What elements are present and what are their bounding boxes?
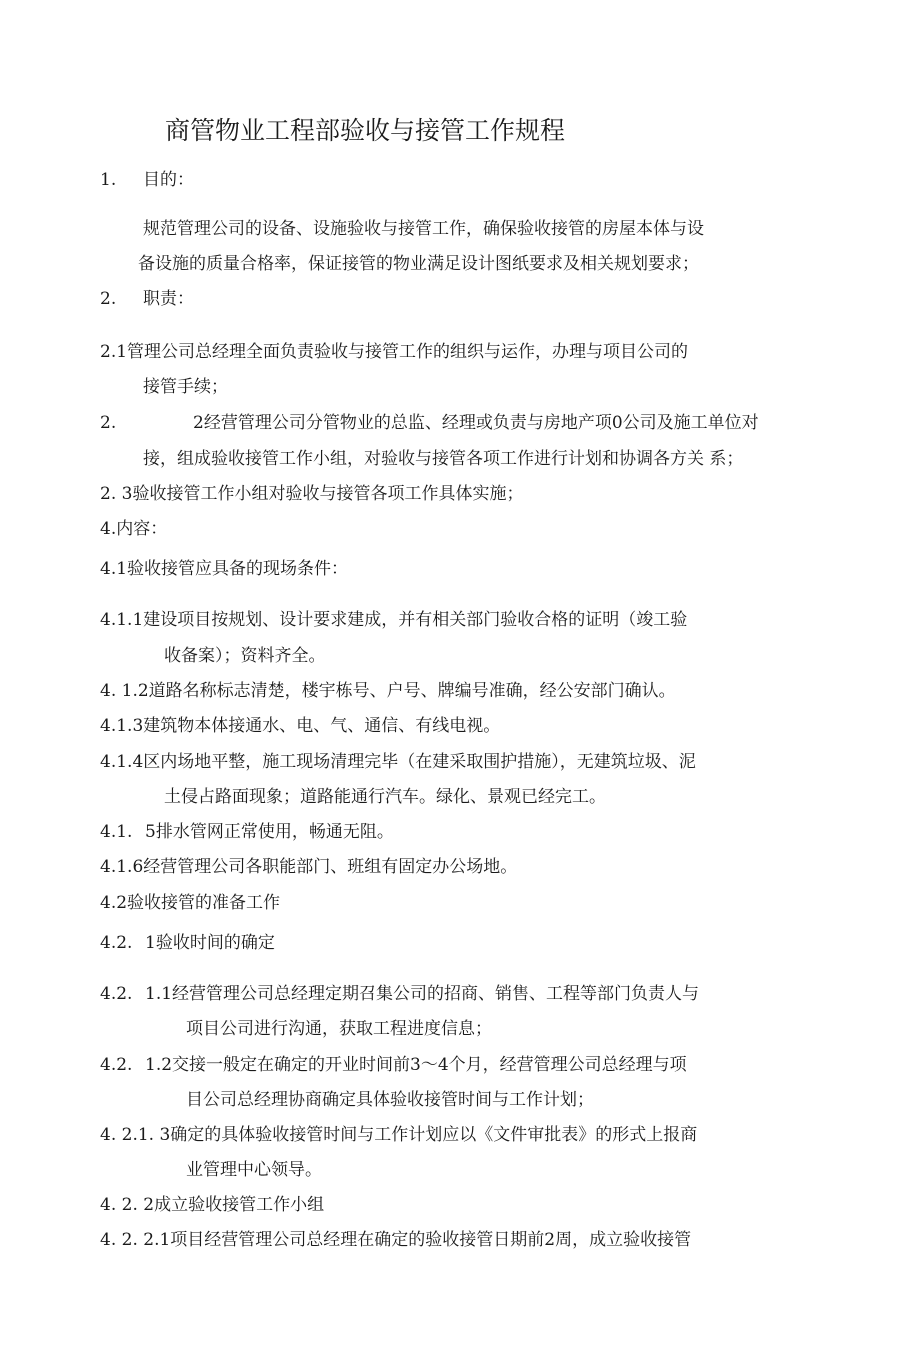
subsection-heading: 4. 2. 2成立验收接管工作小组: [100, 1195, 325, 1215]
paragraph-line: 2. 3验收接管工作小组对验收与接管各项工作具体实施；: [100, 484, 524, 504]
paragraph-line: 1.1经营管理公司总经理定期召集公司的招商、销售、工程等部门负责人与: [145, 984, 700, 1004]
paragraph-line: 4.1.6经营管理公司各职能部门、班组有固定办公场地。: [100, 857, 518, 877]
section-heading: 目的：: [143, 170, 194, 190]
section-number: 4.2.: [100, 933, 133, 953]
section-number: 2.: [100, 413, 117, 433]
paragraph-line: 4. 1.2道路名称标志清楚，楼宇栋号、户号、牌编号准确，经公安部门确认。: [100, 681, 676, 701]
paragraph-line: 备设施的质量合格率，保证接管的物业满足设计图纸要求及相关规划要求；: [138, 254, 699, 274]
section-number: 4.2.: [100, 1055, 133, 1075]
section-number: 2.: [100, 289, 117, 309]
paragraph-line: 2.1管理公司总经理全面负责验收与接管工作的组织与运作，办理与项目公司的: [100, 342, 689, 362]
document-title: 商管物业工程部验收与接管工作规程: [165, 116, 566, 145]
paragraph-line: 4.1.4区内场地平整，施工现场清理完毕（在建采取围护措施），无建筑垃圾、泥: [100, 752, 696, 772]
paragraph-line: 1.2交接一般定在确定的开业时间前3～4个月，经营管理公司总经理与项: [145, 1055, 687, 1075]
paragraph-line: 项目公司进行沟通，获取工程进度信息；: [186, 1019, 492, 1039]
section-number: 4.1.: [100, 822, 133, 842]
paragraph-line: 4. 2. 2.1项目经营管理公司总经理在确定的验收接管日期前2周，成立验收接管: [100, 1230, 692, 1250]
paragraph-line: 2经营管理公司分管物业的总监、经理或负责与房地产项0公司及施工单位对: [193, 413, 759, 433]
paragraph-line: 4.1.1建设项目按规划、设计要求建成，并有相关部门验收合格的证明（竣工验: [100, 610, 688, 630]
section-heading: 职责：: [143, 289, 194, 309]
subsection-heading: 4.2验收接管的准备工作: [100, 893, 281, 913]
paragraph-line: 目公司总经理协商确定具体验收接管时间与工作计划；: [186, 1090, 594, 1110]
subsection-heading: 4.1验收接管应具备的现场条件：: [100, 559, 349, 579]
paragraph-line: 4. 2.1. 3确定的具体验收接管时间与工作计划应以《文件审批表》的形式上报商: [100, 1125, 698, 1145]
section-number: 4.2.: [100, 984, 133, 1004]
subsection-heading: 1验收时间的确定: [145, 933, 275, 953]
paragraph-line: 业管理中心领导。: [186, 1160, 322, 1180]
paragraph-line: 5排水管网正常使用，畅通无阻。: [145, 822, 394, 842]
paragraph-line: 接管手续；: [143, 377, 228, 397]
paragraph-line: 接，组成验收接管工作小组，对验收与接管各项工作进行计划和协调各方关 系；: [143, 449, 744, 469]
paragraph-line: 收备案）；资料齐全。: [164, 646, 326, 666]
paragraph-line: 规范管理公司的设备、设施验收与接管工作，确保验收接管的房屋本体与设: [143, 219, 704, 239]
paragraph-line: 土侵占路面现象；道路能通行汽车。绿化、景观已经完工。: [164, 787, 606, 807]
paragraph-line: 4.1.3建筑物本体接通水、电、气、通信、有线电视。: [100, 716, 501, 736]
section-number: 1.: [100, 170, 117, 190]
section-heading: 4.内容：: [100, 519, 168, 539]
